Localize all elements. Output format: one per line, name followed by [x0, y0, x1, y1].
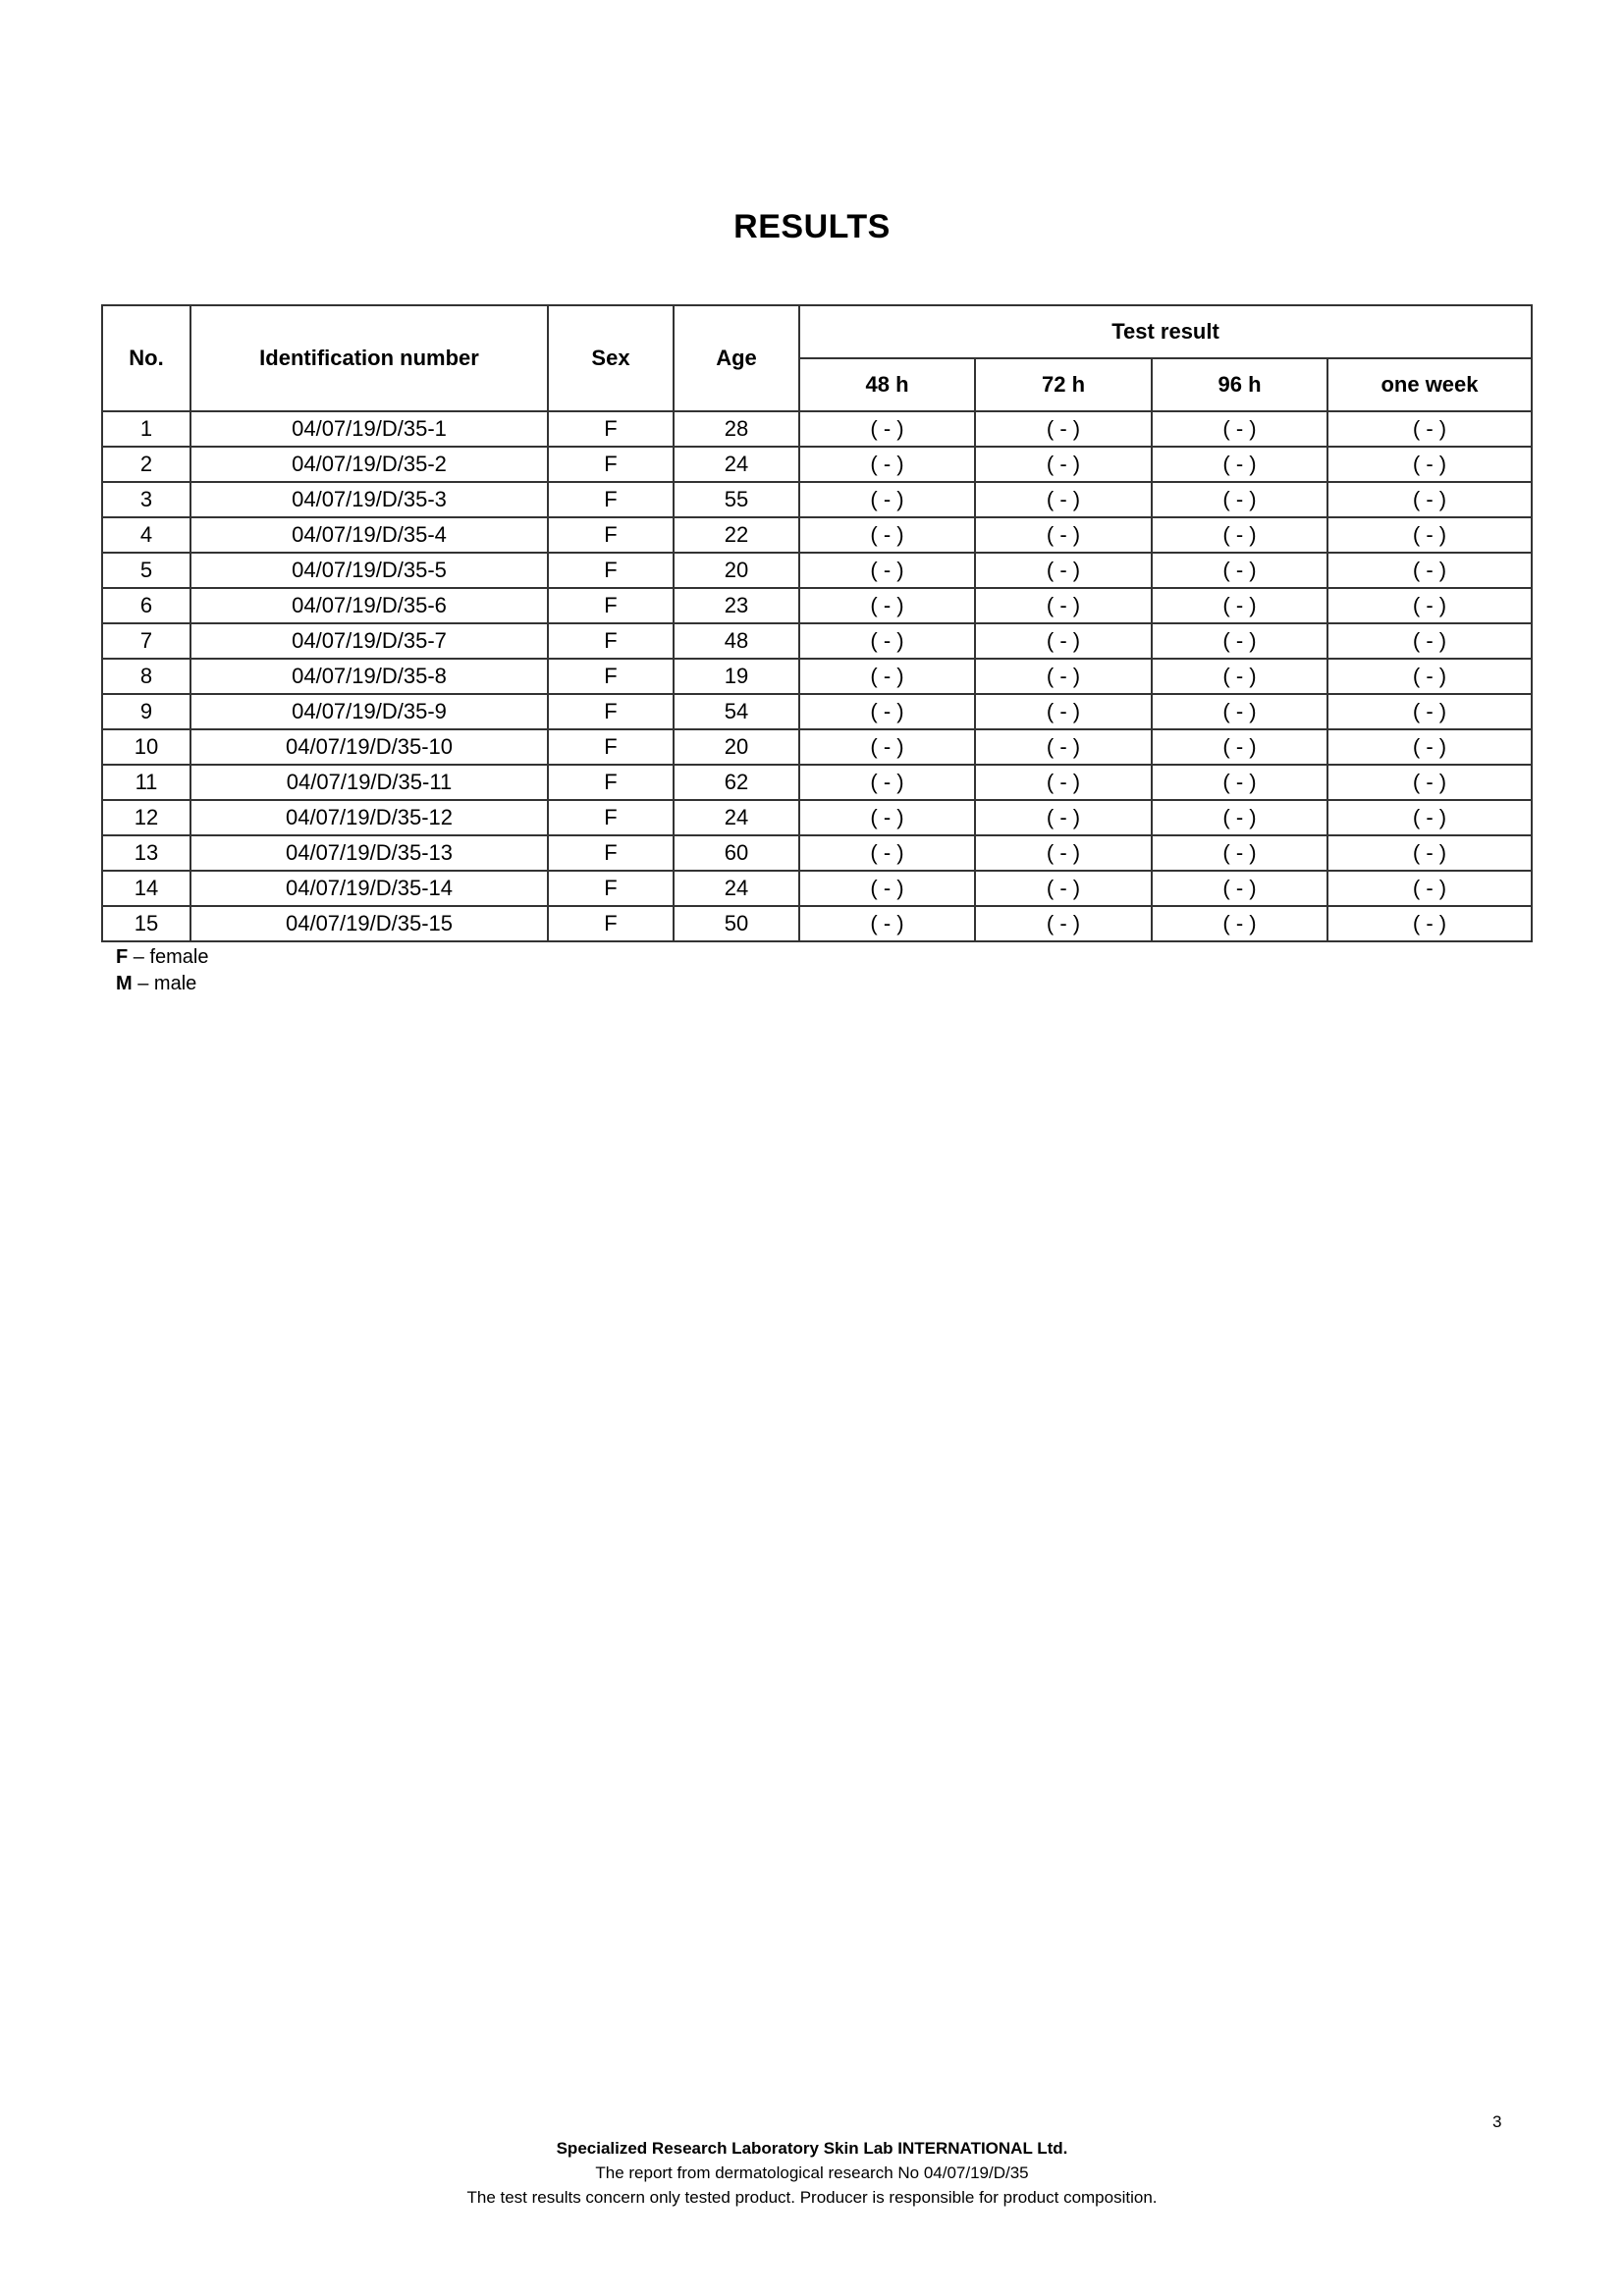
cell-identification-number: 04/07/19/D/35-12 [190, 800, 548, 835]
header-one-week: one week [1327, 358, 1532, 411]
cell-sex: F [548, 729, 674, 765]
cell-age: 28 [674, 411, 799, 447]
cell-identification-number: 04/07/19/D/35-8 [190, 659, 548, 694]
cell-sex: F [548, 694, 674, 729]
cell-result-72h: ( - ) [975, 447, 1152, 482]
cell-age: 20 [674, 729, 799, 765]
cell-result-72h: ( - ) [975, 553, 1152, 588]
cell-result-48h: ( - ) [799, 729, 975, 765]
cell-result-48h: ( - ) [799, 411, 975, 447]
table-row [102, 588, 1532, 623]
cell-result-one-week: ( - ) [1327, 835, 1532, 871]
cell-identification-number: 04/07/19/D/35-1 [190, 411, 548, 447]
cell-age: 24 [674, 800, 799, 835]
cell-result-one-week: ( - ) [1327, 729, 1532, 765]
legend-key: M [116, 973, 133, 994]
cell-sex: F [548, 517, 674, 553]
footer-note: The test results concern only tested product. Producer is responsible for product composition. [466, 2188, 1158, 2207]
cell-no: 12 [102, 800, 190, 835]
cell-result-48h: ( - ) [799, 553, 975, 588]
cell-sex: F [548, 835, 674, 871]
cell-result-72h: ( - ) [975, 835, 1152, 871]
cell-no: 15 [102, 906, 190, 941]
cell-result-72h: ( - ) [975, 765, 1152, 800]
cell-result-one-week: ( - ) [1327, 482, 1532, 517]
cell-age: 22 [674, 517, 799, 553]
footer-report: The report from dermatological research No 04/07/19/D/35 [595, 2163, 1029, 2182]
table-header [102, 305, 1532, 411]
cell-result-one-week: ( - ) [1327, 694, 1532, 729]
cell-result-72h: ( - ) [975, 659, 1152, 694]
cell-result-48h: ( - ) [799, 517, 975, 553]
cell-identification-number: 04/07/19/D/35-14 [190, 871, 548, 906]
cell-age: 60 [674, 835, 799, 871]
cell-result-48h: ( - ) [799, 447, 975, 482]
cell-sex: F [548, 411, 674, 447]
cell-age: 62 [674, 765, 799, 800]
cell-result-96h: ( - ) [1152, 694, 1327, 729]
cell-no: 8 [102, 659, 190, 694]
table-row [102, 729, 1532, 765]
cell-result-72h: ( - ) [975, 588, 1152, 623]
cell-result-96h: ( - ) [1152, 447, 1327, 482]
cell-result-96h: ( - ) [1152, 553, 1327, 588]
page-number: 3 [1492, 2112, 1502, 2131]
cell-result-one-week: ( - ) [1327, 623, 1532, 659]
cell-no: 7 [102, 623, 190, 659]
cell-result-72h: ( - ) [975, 871, 1152, 906]
cell-age: 54 [674, 694, 799, 729]
cell-result-one-week: ( - ) [1327, 871, 1532, 906]
table-row [102, 447, 1532, 482]
cell-result-96h: ( - ) [1152, 729, 1327, 765]
cell-result-one-week: ( - ) [1327, 447, 1532, 482]
table-row [102, 553, 1532, 588]
footer [0, 2136, 1624, 2210]
cell-age: 19 [674, 659, 799, 694]
cell-result-one-week: ( - ) [1327, 800, 1532, 835]
table-row [102, 623, 1532, 659]
cell-result-48h: ( - ) [799, 659, 975, 694]
cell-age: 23 [674, 588, 799, 623]
legend-item-male [116, 971, 208, 997]
cell-sex: F [548, 482, 674, 517]
cell-result-72h: ( - ) [975, 411, 1152, 447]
cell-result-one-week: ( - ) [1327, 906, 1532, 941]
cell-result-96h: ( - ) [1152, 482, 1327, 517]
header-no: No. [102, 305, 190, 411]
cell-result-96h: ( - ) [1152, 835, 1327, 871]
cell-sex: F [548, 623, 674, 659]
cell-identification-number: 04/07/19/D/35-9 [190, 694, 548, 729]
table-row [102, 871, 1532, 906]
cell-sex: F [548, 659, 674, 694]
cell-age: 55 [674, 482, 799, 517]
cell-result-48h: ( - ) [799, 694, 975, 729]
cell-result-96h: ( - ) [1152, 588, 1327, 623]
table-row [102, 659, 1532, 694]
cell-no: 13 [102, 835, 190, 871]
legend [116, 944, 208, 997]
cell-result-48h: ( - ) [799, 835, 975, 871]
results-table [101, 304, 1533, 942]
header-identification-number: Identification number [190, 305, 548, 411]
cell-identification-number: 04/07/19/D/35-3 [190, 482, 548, 517]
table-row [102, 800, 1532, 835]
cell-result-one-week: ( - ) [1327, 765, 1532, 800]
cell-identification-number: 04/07/19/D/35-6 [190, 588, 548, 623]
cell-result-96h: ( - ) [1152, 517, 1327, 553]
cell-result-48h: ( - ) [799, 623, 975, 659]
cell-no: 6 [102, 588, 190, 623]
legend-key: F [116, 946, 129, 968]
cell-identification-number: 04/07/19/D/35-2 [190, 447, 548, 482]
legend-item-female [116, 944, 208, 971]
cell-result-one-week: ( - ) [1327, 659, 1532, 694]
cell-sex: F [548, 906, 674, 941]
cell-result-72h: ( - ) [975, 517, 1152, 553]
cell-age: 24 [674, 871, 799, 906]
cell-result-96h: ( - ) [1152, 659, 1327, 694]
cell-sex: F [548, 553, 674, 588]
cell-result-48h: ( - ) [799, 588, 975, 623]
legend-text: – female [128, 946, 209, 968]
header-72h: 72 h [975, 358, 1152, 411]
header-sex: Sex [548, 305, 674, 411]
cell-sex: F [548, 871, 674, 906]
cell-result-one-week: ( - ) [1327, 553, 1532, 588]
header-age: Age [674, 305, 799, 411]
cell-result-96h: ( - ) [1152, 871, 1327, 906]
legend-text: – male [132, 973, 197, 994]
cell-no: 10 [102, 729, 190, 765]
cell-identification-number: 04/07/19/D/35-13 [190, 835, 548, 871]
cell-identification-number: 04/07/19/D/35-7 [190, 623, 548, 659]
cell-sex: F [548, 765, 674, 800]
cell-no: 2 [102, 447, 190, 482]
table-row [102, 835, 1532, 871]
cell-no: 4 [102, 517, 190, 553]
cell-result-one-week: ( - ) [1327, 588, 1532, 623]
cell-age: 24 [674, 447, 799, 482]
cell-result-96h: ( - ) [1152, 411, 1327, 447]
cell-result-72h: ( - ) [975, 906, 1152, 941]
cell-result-72h: ( - ) [975, 694, 1152, 729]
cell-result-one-week: ( - ) [1327, 517, 1532, 553]
table-row [102, 694, 1532, 729]
cell-no: 9 [102, 694, 190, 729]
cell-identification-number: 04/07/19/D/35-15 [190, 906, 548, 941]
cell-no: 11 [102, 765, 190, 800]
cell-sex: F [548, 447, 674, 482]
cell-result-72h: ( - ) [975, 800, 1152, 835]
cell-identification-number: 04/07/19/D/35-10 [190, 729, 548, 765]
footer-company: Specialized Research Laboratory Skin Lab INTERNATIONAL Ltd. [556, 2139, 1068, 2158]
cell-no: 3 [102, 482, 190, 517]
table-row [102, 482, 1532, 517]
cell-result-one-week: ( - ) [1327, 411, 1532, 447]
table-row [102, 517, 1532, 553]
cell-identification-number: 04/07/19/D/35-4 [190, 517, 548, 553]
header-48h: 48 h [799, 358, 975, 411]
cell-result-96h: ( - ) [1152, 800, 1327, 835]
cell-result-72h: ( - ) [975, 623, 1152, 659]
cell-result-48h: ( - ) [799, 871, 975, 906]
cell-no: 1 [102, 411, 190, 447]
header-test-result: Test result [799, 305, 1532, 358]
cell-identification-number: 04/07/19/D/35-11 [190, 765, 548, 800]
cell-no: 14 [102, 871, 190, 906]
page-title: RESULTS [733, 208, 891, 245]
cell-result-96h: ( - ) [1152, 906, 1327, 941]
cell-result-72h: ( - ) [975, 482, 1152, 517]
cell-result-96h: ( - ) [1152, 765, 1327, 800]
cell-sex: F [548, 588, 674, 623]
table-row [102, 765, 1532, 800]
table-body [102, 411, 1532, 941]
cell-result-48h: ( - ) [799, 765, 975, 800]
cell-result-48h: ( - ) [799, 906, 975, 941]
cell-age: 50 [674, 906, 799, 941]
cell-result-72h: ( - ) [975, 729, 1152, 765]
table-row [102, 906, 1532, 941]
cell-sex: F [548, 800, 674, 835]
cell-no: 5 [102, 553, 190, 588]
cell-result-48h: ( - ) [799, 800, 975, 835]
cell-age: 20 [674, 553, 799, 588]
header-96h: 96 h [1152, 358, 1327, 411]
cell-result-96h: ( - ) [1152, 623, 1327, 659]
cell-identification-number: 04/07/19/D/35-5 [190, 553, 548, 588]
table-row [102, 411, 1532, 447]
cell-result-48h: ( - ) [799, 482, 975, 517]
cell-age: 48 [674, 623, 799, 659]
